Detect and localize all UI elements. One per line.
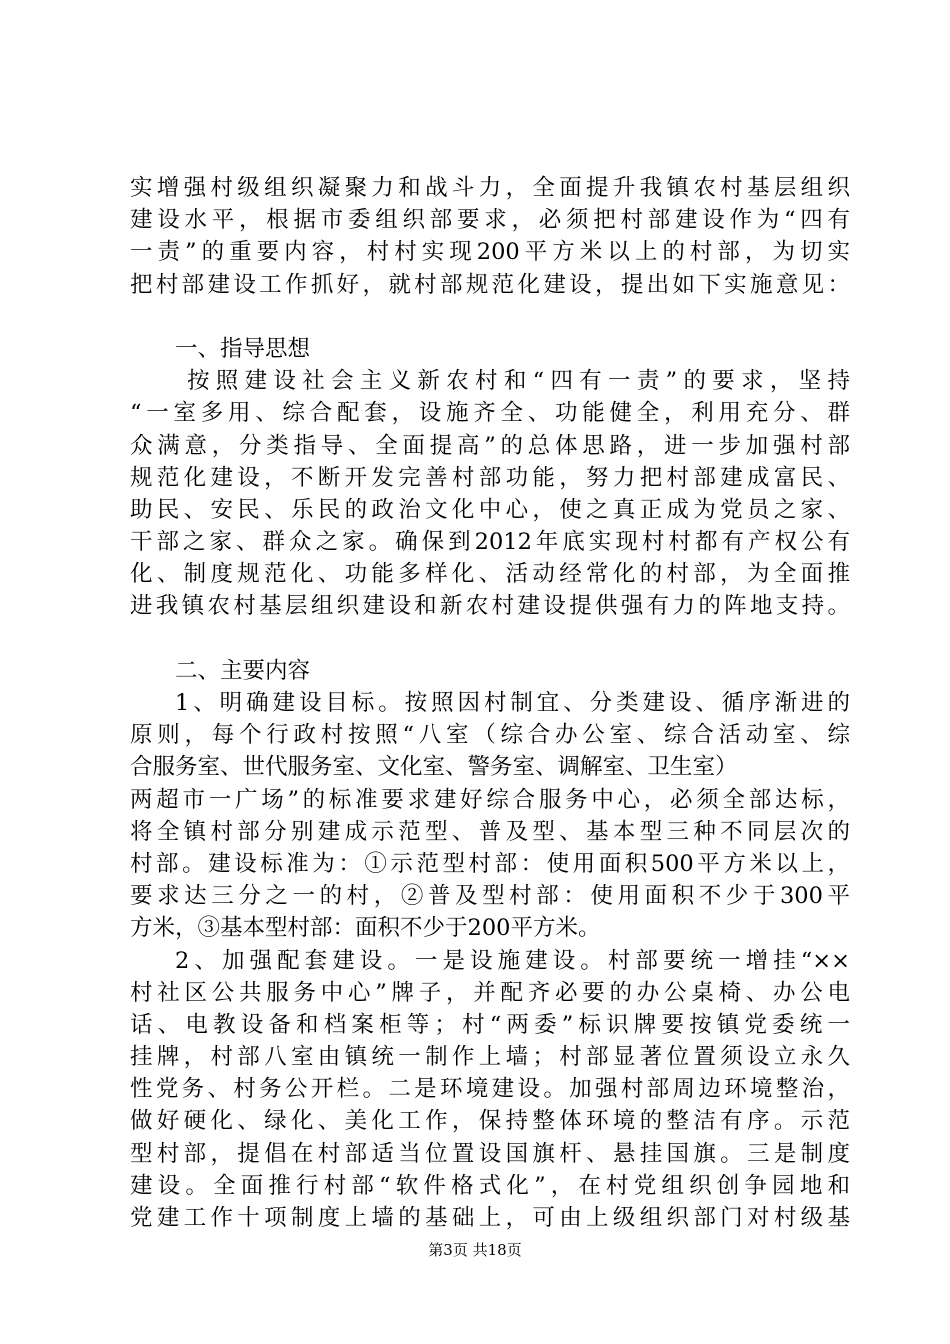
paragraph-line: 将全镇村部分别建成示范型、普及型、基本型三种不同层次的 bbox=[130, 818, 850, 845]
paragraph-line: 党建工作十项制度上墙的基础上，可由上级组织部门对村级基 bbox=[130, 1205, 850, 1231]
paragraph-line: 村社区公共服务中心”牌子，并配齐必要的办公桌椅、办公电 bbox=[130, 979, 850, 1006]
paragraph-line: 话、电教设备和档案柜等；村“两委”标识牌要按镇党委统一 bbox=[130, 1011, 850, 1038]
paragraph-line: 建设。全面推行村部“软件格式化”，在村党组织创争园地和 bbox=[130, 1172, 850, 1199]
paragraph-line: 1、明确建设目标。按照因村制宜、分类建设、循序渐进的 bbox=[175, 690, 850, 716]
paragraph-line: 把村部建设工作抓好，就村部规范化建设，提出如下实施意见： bbox=[130, 271, 850, 298]
paragraph-line: 规范化建设，不断开发完善村部功能，努力把村部建成富民、 bbox=[130, 464, 850, 491]
paragraph-line: 进我镇农村基层组织建设和新农村建设提供强有力的阵地支持。 bbox=[130, 593, 850, 620]
paragraph-line: “一室多用、综合配套，设施齐全、功能健全，利用充分、群 bbox=[130, 400, 850, 427]
section-heading-main-content: 二、主要内容 bbox=[175, 657, 311, 684]
paragraph-line: 方米，③基本型村部：面积不少于200平方米。 bbox=[130, 915, 601, 942]
paragraph-gap bbox=[130, 623, 850, 655]
paragraph-line: 化、制度规范化、功能多样化、活动经常化的村部，为全面推 bbox=[130, 561, 850, 588]
paragraph-gap bbox=[130, 301, 850, 333]
paragraph-line: 原则，每个行政村按照“八室（综合办公室、综合活动室、综 bbox=[130, 722, 850, 749]
paragraph-line: 村部。建设标准为：①示范型村部：使用面积500平方米以上， bbox=[130, 850, 850, 877]
paragraph-line: 合服务室、世代服务室、文化室、警务室、调解室、卫生室） bbox=[130, 754, 738, 781]
paragraph-line: 众满意，分类指导、全面提高”的总体思路，进一步加强村部 bbox=[130, 432, 850, 459]
paragraph-line: 建设水平，根据市委组织部要求，必须把村部建设作为“四有 bbox=[130, 207, 850, 234]
paragraph-line: 按照建设社会主义新农村和“四有一责”的要求，坚持 bbox=[187, 368, 850, 395]
section-heading-guiding-thought: 一、指导思想 bbox=[175, 335, 311, 362]
paragraph-line: 性党务、村务公开栏。二是环境建设。加强村部周边环境整治， bbox=[130, 1076, 850, 1103]
document-body bbox=[130, 172, 850, 1234]
paragraph-line: 2、加强配套建设。一是设施建设。村部要统一增挂“×× bbox=[175, 947, 850, 974]
paragraph-line: 助民、安民、乐民的政治文化中心，使之真正成为党员之家、 bbox=[130, 496, 850, 523]
paragraph-line: 实增强村级组织凝聚力和战斗力，全面提升我镇农村基层组织 bbox=[130, 175, 850, 201]
paragraph-line: 干部之家、群众之家。确保到2012年底实现村村都有产权公有 bbox=[130, 529, 850, 556]
paragraph-line: 要求达三分之一的村，②普及型村部：使用面积不少于300平 bbox=[130, 883, 850, 910]
paragraph-line: 挂牌，村部八室由镇统一制作上墙；村部显著位置须设立永久 bbox=[130, 1044, 850, 1071]
page-number-footer: 第3页 共18页 bbox=[428, 1241, 522, 1259]
paragraph-line: 一责”的重要内容，村村实现200平方米以上的村部，为切实 bbox=[130, 239, 850, 266]
paragraph-line: 做好硬化、绿化、美化工作，保持整体环境的整洁有序。示范 bbox=[130, 1108, 850, 1135]
paragraph-line: 两超市一广场”的标准要求建好综合服务中心，必须全部达标， bbox=[130, 786, 850, 813]
paragraph-line: 型村部，提倡在村部适当位置设国旗杆、悬挂国旗。三是制度 bbox=[130, 1140, 850, 1167]
